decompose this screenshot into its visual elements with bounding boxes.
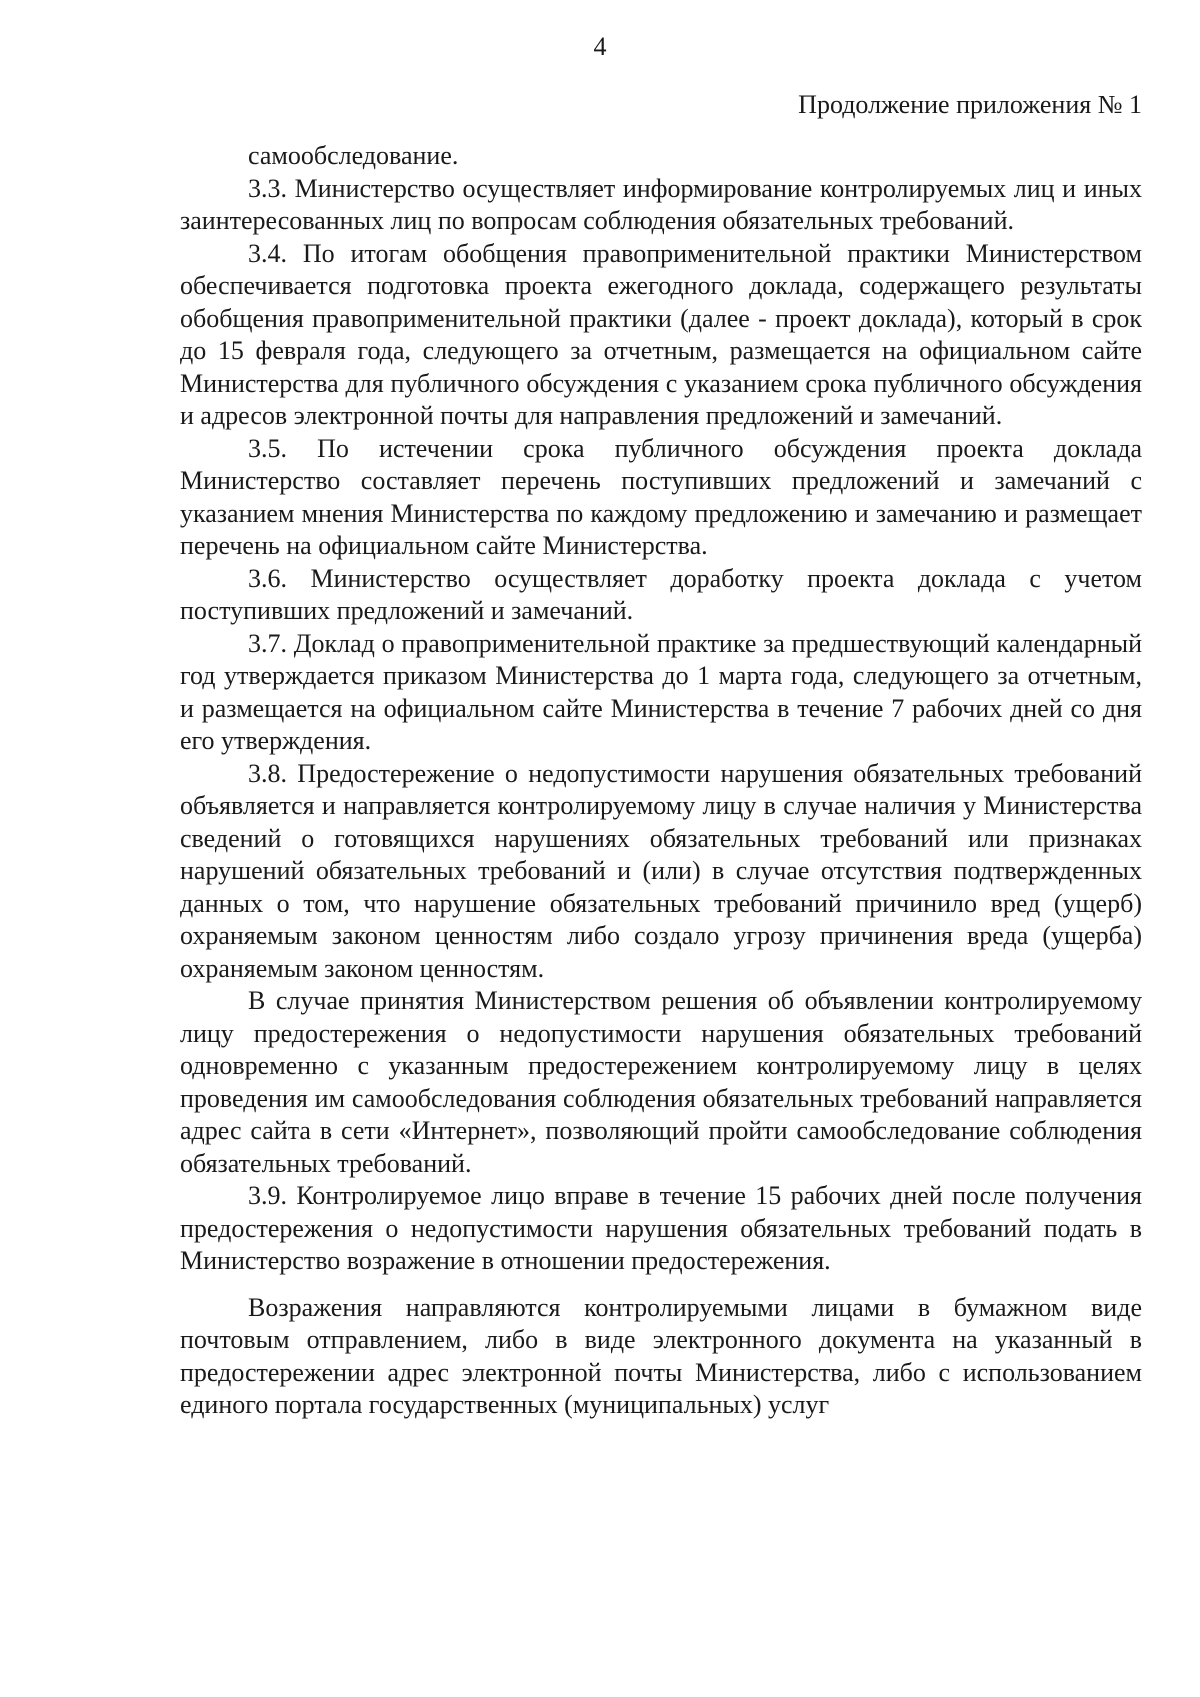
paragraph-3-6: 3.6. Министерство осуществляет доработку проекта доклада с учетом поступивших предложений и замечаний.	[180, 563, 1142, 625]
paragraph-3-9: 3.9. Контролируемое лицо вправе в течение 15 рабочих дней после получения предостережения о недопустимости нарушения обязательных требований подать в Министерство возражение в отношении предостережения.	[180, 1181, 1142, 1275]
paragraph-3-8: 3.8. Предостережение о недопустимости нарушения обязательных требований объявляется и направляется контролируемому лицу в случае наличия у Министерства сведений о готовящихся нарушениях обязательных требований или признаках нарушений обязательных требований и (или) в случае отсутствия подтвержденных данных о том, что нарушение обязательных требований причинило вред (ущерб) охраняемым законом ценностям либо создало угрозу причинения вреда (ущерба) охраняемым законом ценностям.	[180, 758, 1142, 983]
paragraph-3-7: 3.7. Доклад о правоприменительной практике за предшествующий календарный год утверждается приказом Министерства до 1 марта года, следующего за отчетным, и размещается на официальном сайте Министерства в течение 7 рабочих дней со дня его утверждения.	[180, 628, 1142, 755]
page-number: 4	[593, 32, 607, 61]
paragraph-objections: Возражения направляются контролируемыми лицами в бумажном виде почтовым отправлением, либо в виде электронного документа на указанный в предостережении адрес электронной почты Министерства, либо с использованием единого портала государственных (муниципальных) услуг	[180, 1292, 1142, 1419]
paragraph-3-4: 3.4. По итогам обобщения правоприменительной практики Министерством обеспечивается подготовка проекта ежегодного доклада, содержащего результаты обобщения правоприменительной практики (далее - проект доклада), который в срок до 15 февраля года, следующего за отчетным, размещается на официальном сайте Министерства для публичного обсуждения с указанием срока публичного обсуждения и адресов электронной почты для направления предложений и замечаний.	[180, 238, 1142, 430]
paragraph-self-examination-end: самообследование.	[248, 141, 459, 170]
document-body	[180, 140, 1142, 1422]
paragraph-3-3: 3.3. Министерство осуществляет информирование контролируемых лиц и иных заинтересованных лиц по вопросам соблюдения обязательных требований.	[180, 173, 1142, 235]
paragraph-3-5: 3.5. По истечении срока публичного обсуждения проекта доклада Министерство составляет перечень поступивших предложений и замечаний с указанием мнения Министерства по каждому предложению и замечанию и размещает перечень на официальном сайте Министерства.	[180, 433, 1142, 560]
paragraph-3-8-continued: В случае принятия Министерством решения об объявлении контролируемому лицу предостережения о недопустимости нарушения обязательных требований одновременно с указанным предостережением контролируемому лицу в целях проведения им самообследования соблюдения обязательных требований направляется адрес сайта в сети «Интернет», позволяющий пройти самообследование соблюдения обязательных требований.	[180, 986, 1142, 1178]
appendix-continuation-label: Продолжение приложения № 1	[798, 90, 1142, 119]
